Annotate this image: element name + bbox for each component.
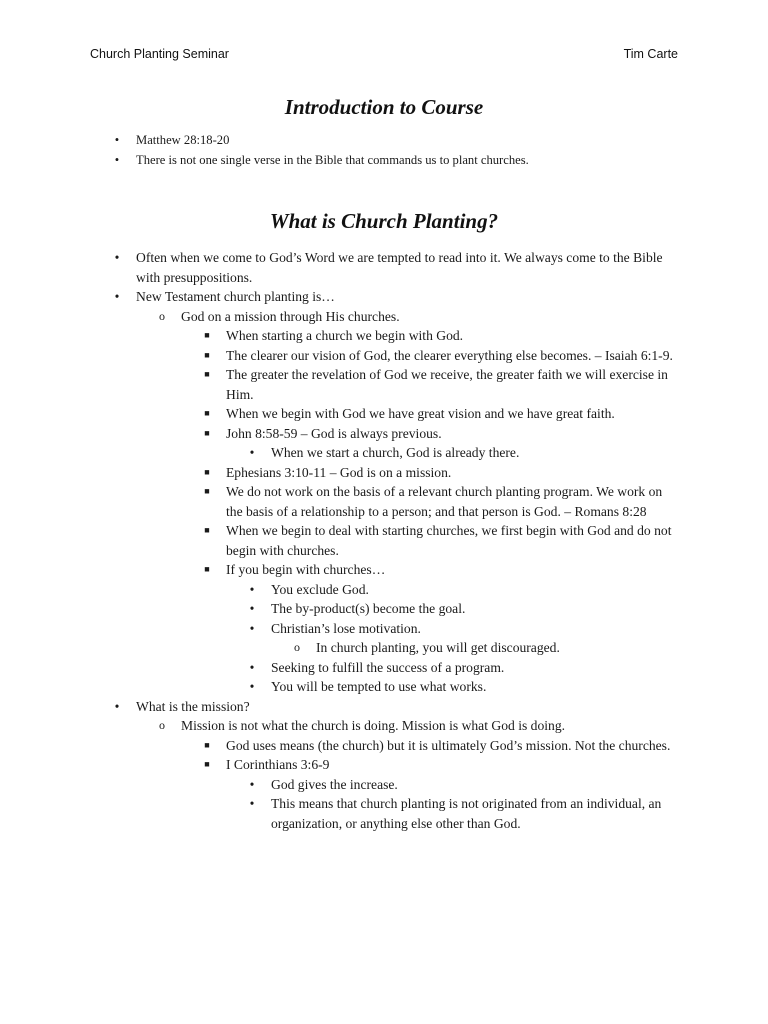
list-item-text: When we begin to deal with starting churches, we first begin with God and do not begin with churches. <box>226 523 672 558</box>
list-item <box>0 599 768 619</box>
list-item <box>0 150 768 170</box>
list-item-text: In church planting, you will get discouraged. <box>316 640 560 655</box>
list-item <box>0 560 768 580</box>
list-item <box>0 404 768 424</box>
list-item-text: Christian’s lose motivation. <box>271 620 421 636</box>
list-item-text: We do not work on the basis of a relevant church planting program. We work on the basis of a relationship to a person; and that person is God. – Romans 8:28 <box>226 484 663 519</box>
list-item-text: God on a mission through His churches. <box>181 308 400 324</box>
square-bullet-icon: ■ <box>204 564 210 574</box>
church-planting-list <box>0 248 768 833</box>
list-item-text: The clearer our vision of God, the clearer everything else becomes. – Isaiah 6:1-9. <box>226 347 673 363</box>
header-left: Church Planting Seminar <box>90 47 229 61</box>
circle-bullet-icon: o <box>159 718 165 732</box>
bullet-icon: • <box>249 620 255 636</box>
list-item <box>0 463 768 483</box>
list-item <box>0 697 768 717</box>
list-item <box>0 482 768 521</box>
square-bullet-icon: ■ <box>204 349 210 360</box>
list-item <box>0 287 768 307</box>
list-item-text: If you begin with churches… <box>226 562 386 577</box>
list-item <box>0 365 768 404</box>
list-item-text: You exclude God. <box>271 581 369 597</box>
list-item <box>0 443 768 463</box>
list-item-text: New Testament church planting is… <box>136 289 335 304</box>
list-item <box>0 130 768 150</box>
list-item-text: The greater the revelation of God we receive, the greater faith we will exercise in Him. <box>226 367 668 402</box>
bullet-icon: • <box>114 250 120 265</box>
list-item-text: When we start a church, God is already there. <box>271 445 520 460</box>
list-item-text: John 8:58-59 – God is always previous. <box>226 425 442 441</box>
circle-bullet-icon: o <box>159 308 165 323</box>
bullet-icon: • <box>249 679 255 694</box>
list-item <box>0 424 768 444</box>
list-item-text: Matthew 28:18-20 <box>136 133 230 147</box>
introduction-list <box>0 130 768 170</box>
square-bullet-icon: ■ <box>204 330 210 340</box>
list-item-text: When starting a church we begin with God. <box>226 328 464 343</box>
list-item-text: God gives the increase. <box>271 776 398 792</box>
list-item <box>0 794 768 833</box>
list-item-text: God uses means (the church) but it is ultimately God’s mission. Not the churches. <box>226 737 671 753</box>
list-item <box>0 346 768 366</box>
list-item <box>0 248 768 287</box>
list-item <box>0 658 768 678</box>
list-item <box>0 638 768 658</box>
list-item-text: This means that church planting is not originated from an individual, an organization, or anything else other than God. <box>271 796 662 831</box>
list-item-text: Seeking to fulfill the success of a program. <box>271 659 505 675</box>
list-item-text: Ephesians 3:10-11 – God is on a mission. <box>226 464 452 480</box>
circle-bullet-icon: o <box>294 640 300 654</box>
list-item-text: What is the mission? <box>136 698 250 714</box>
list-item <box>0 619 768 639</box>
bullet-icon: • <box>114 289 120 304</box>
list-item <box>0 580 768 600</box>
square-bullet-icon: ■ <box>204 759 210 769</box>
list-item <box>0 775 768 795</box>
bullet-icon: • <box>249 796 255 811</box>
bullet-icon: • <box>249 659 255 675</box>
list-item <box>0 736 768 756</box>
list-item <box>0 716 768 736</box>
bullet-icon: • <box>249 445 255 460</box>
page-header <box>90 47 678 61</box>
square-bullet-icon: ■ <box>204 525 210 535</box>
bullet-icon: • <box>249 581 255 597</box>
bullet-icon: • <box>114 133 120 147</box>
bullet-icon: • <box>249 776 255 792</box>
square-bullet-icon: ■ <box>204 466 210 477</box>
section-title-what-is-church-planting: What is Church Planting? <box>269 209 499 233</box>
square-bullet-icon: ■ <box>204 739 210 750</box>
list-item-text: The by-product(s) become the goal. <box>271 601 466 616</box>
list-item <box>0 677 768 697</box>
bullet-icon: • <box>114 698 120 714</box>
header-right: Tim Carte <box>623 47 678 61</box>
list-item <box>0 755 768 775</box>
list-item-text: You will be tempted to use what works. <box>271 679 487 694</box>
bullet-icon: • <box>249 601 255 616</box>
bullet-icon: • <box>114 153 120 167</box>
list-item-text: Often when we come to God’s Word we are tempted to read into it. We always come to the Bible with presuppositions. <box>136 250 663 285</box>
section-title-introduction: Introduction to Course <box>284 95 484 119</box>
list-item-text: I Corinthians 3:6-9 <box>226 757 330 772</box>
square-bullet-icon: ■ <box>204 486 210 496</box>
list-item <box>0 307 768 327</box>
list-item <box>0 326 768 346</box>
list-item <box>0 521 768 560</box>
list-item-text: Mission is not what the church is doing. Mission is what God is doing. <box>181 718 566 733</box>
square-bullet-icon: ■ <box>204 427 210 438</box>
square-bullet-icon: ■ <box>204 369 210 379</box>
square-bullet-icon: ■ <box>204 408 210 418</box>
list-item-text: There is not one single verse in the Bible that commands us to plant churches. <box>136 153 529 167</box>
list-item-text: When we begin with God we have great vision and we have great faith. <box>226 406 615 421</box>
